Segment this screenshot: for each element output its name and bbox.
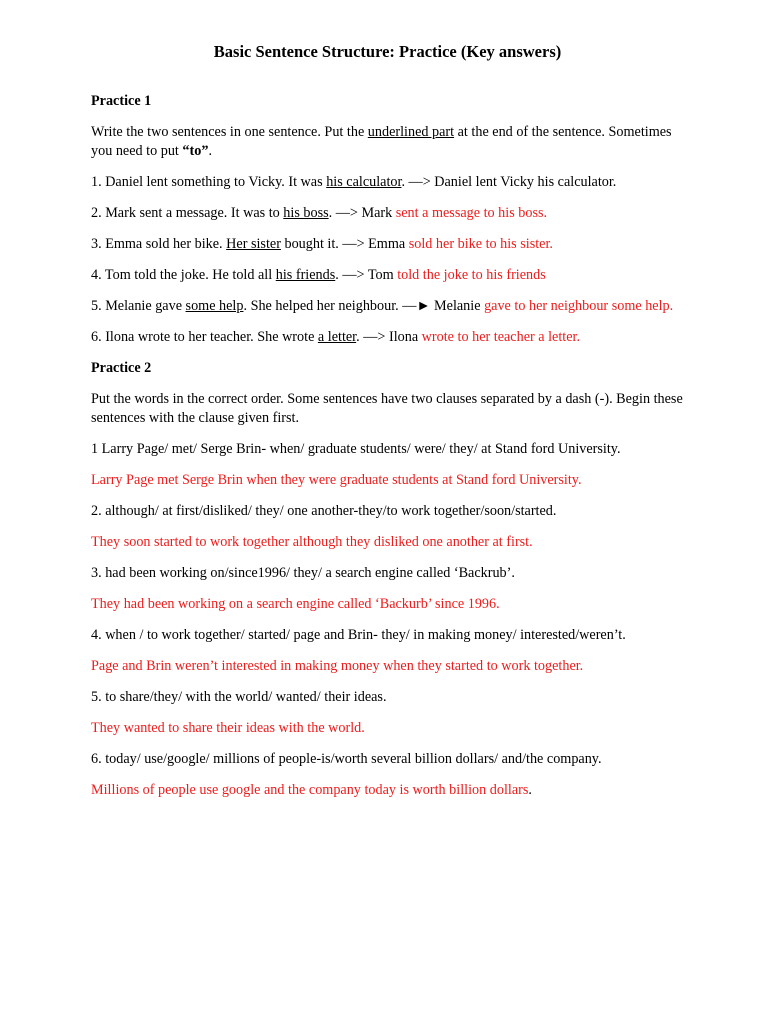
item-underlined: a letter: [317, 329, 357, 345]
item-text: 5. Melanie gave: [91, 298, 186, 314]
answer-text: Millions of people use google and the company today is worth billion dollars: [91, 782, 529, 798]
item-answer: told the joke to his friends: [397, 267, 546, 283]
item-text: 6. Ilona wrote to her teacher. She wrote: [91, 329, 318, 345]
practice-1-item-1: [91, 173, 688, 192]
document-title: Basic Sentence Structure: Practice (Key answers): [213, 42, 562, 61]
item-text: 3. Emma sold her bike.: [91, 236, 227, 252]
answer-text: They wanted to share their ideas with the world.: [91, 720, 365, 736]
practice-1-item-2: [91, 204, 688, 223]
practice-2-answer-2: [91, 533, 688, 552]
item-answer: gave to her neighbour some help.: [484, 298, 674, 314]
instructions-underlined: underlined part: [367, 124, 455, 140]
item-text: 4. Tom told the joke. He told all: [91, 267, 276, 283]
item-text: bought it. —> Emma: [280, 236, 409, 252]
practice-2-question-2: 2. although/ at first/disliked/ they/ one another-they/to work together/soon/started.: [91, 503, 557, 519]
practice-2-question-3: 3. had been working on/since1996/ they/ a search engine called ‘Backrub’.: [91, 565, 515, 581]
practice-1-item-5: [91, 297, 688, 316]
practice-2-answer-3: [91, 595, 688, 614]
practice-1-item-4: [91, 266, 688, 285]
item-answer: wrote to her teacher a letter.: [421, 329, 581, 345]
item-text: 2. Mark sent a message. It was to: [91, 205, 284, 221]
practice-1-item-6: [91, 328, 688, 347]
item-text: . She helped her neighbour. —► Melanie: [243, 298, 485, 314]
practice-2-question-1: 1 Larry Page/ met/ Serge Brin- when/ graduate students/ were/ they/ at Stand ford University.: [91, 441, 621, 457]
practice-2-answer-5: [91, 719, 688, 738]
practice-2-answer-6: [91, 781, 688, 800]
item-text: . —> Ilona: [356, 329, 422, 345]
item-text: . —> Daniel lent Vicky his calculator.: [401, 174, 617, 190]
practice-2-heading: Practice 2: [91, 360, 152, 376]
item-answer: sent a message to his boss.: [395, 205, 548, 221]
instructions-text: .: [208, 143, 212, 159]
item-text: . —> Mark: [328, 205, 396, 221]
item-underlined: his friends: [275, 267, 336, 283]
practice-2-question-6: 6. today/ use/google/ millions of people-is/worth several billion dollars/ and/the company.: [91, 751, 602, 767]
answer-text: Page and Brin weren’t interested in making money when they started to work together.: [91, 658, 584, 674]
practice-1-item-3: [91, 235, 688, 254]
practice-2-answer-1: [91, 471, 688, 490]
practice-2-question-5: 5. to share/they/ with the world/ wanted/ their ideas.: [91, 689, 387, 705]
item-underlined: his boss: [283, 205, 329, 221]
practice-1-heading: Practice 1: [91, 93, 152, 109]
item-text: 1. Daniel lent something to Vicky. It was: [91, 174, 327, 190]
instructions-bold: “to”: [182, 143, 209, 159]
practice-1-instructions: [91, 123, 688, 161]
practice-2-instructions: Put the words in the correct order. Some sentences have two clauses separated by a dash (-). Begin these sentences with the clause given first.: [91, 391, 683, 426]
practice-2-question-4: 4. when / to work together/ started/ page and Brin- they/ in making money/ interested/weren’t.: [91, 627, 626, 643]
answer-text: Larry Page met Serge Brin when they were graduate students at Stand ford University.: [91, 472, 582, 488]
practice-2-answer-4: [91, 657, 688, 676]
item-underlined: Her sister: [226, 236, 281, 252]
answer-tail: .: [528, 782, 532, 798]
item-underlined: his calculator: [326, 174, 402, 190]
instructions-text: at the end of the sentence. Sometimes you need to put: [91, 124, 672, 159]
answer-text: They had been working on a search engine called ‘Backurb’ since 1996.: [91, 596, 500, 612]
answer-text: They soon started to work together although they disliked one another at first.: [91, 534, 533, 550]
item-answer: sold her bike to his sister.: [408, 236, 553, 252]
item-underlined: some help: [185, 298, 244, 314]
instructions-text: Write the two sentences in one sentence. Put the: [91, 124, 368, 140]
item-text: . —> Tom: [335, 267, 398, 283]
